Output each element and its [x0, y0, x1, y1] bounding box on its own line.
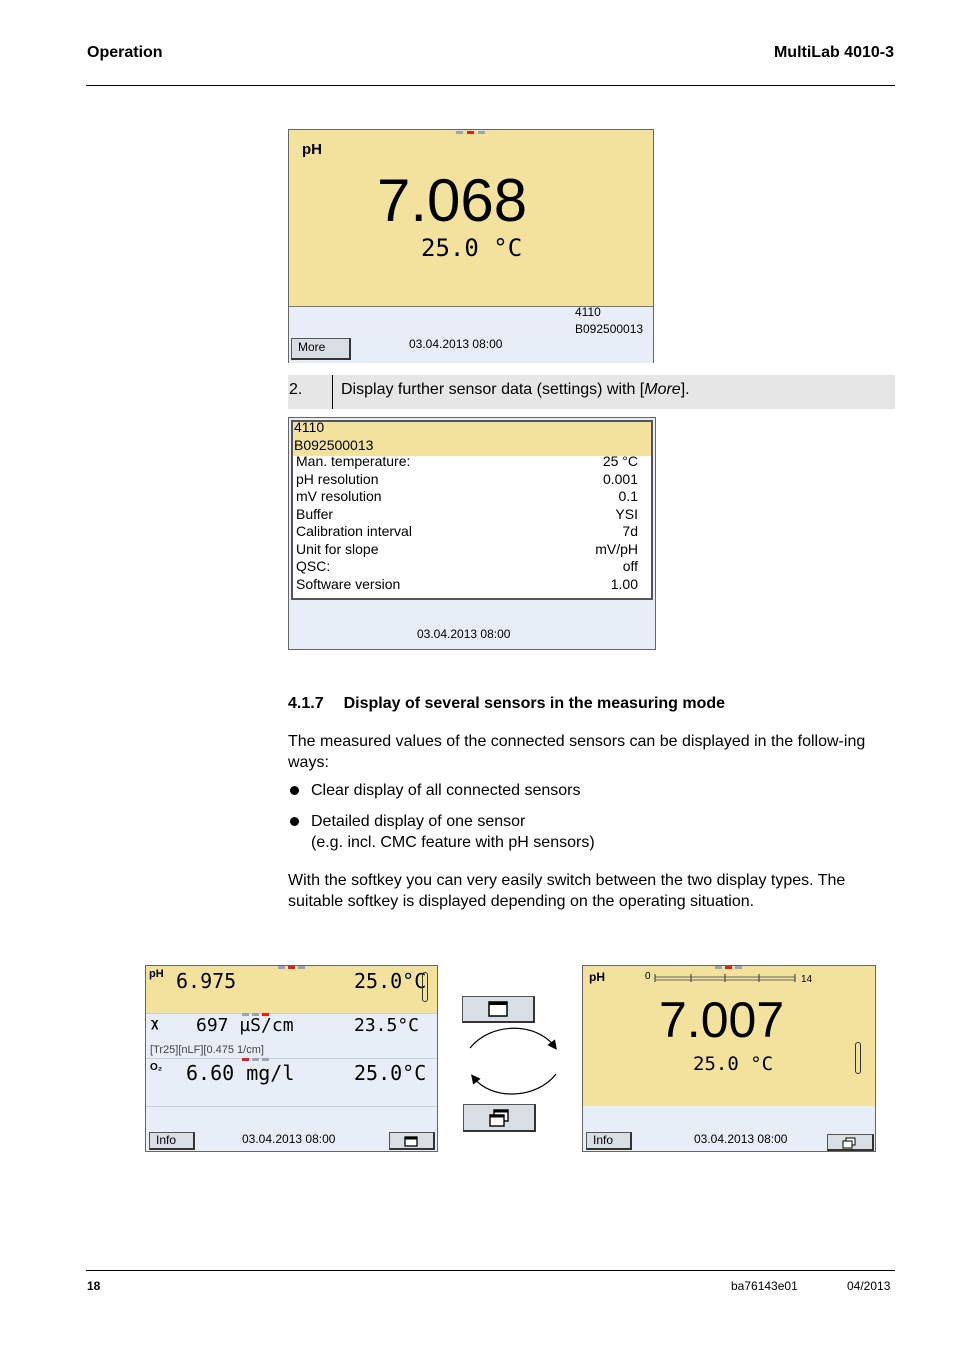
temperature-value: 25.0 °C: [693, 1053, 774, 1075]
single-view-softkey[interactable]: [462, 996, 535, 1023]
param-label: pH: [302, 141, 322, 158]
sensor-model: 4110: [575, 305, 601, 319]
measured-value: 7.068: [377, 167, 528, 234]
softkey-paragraph: With the softkey you can very easily switch between the two display types. The: [288, 872, 846, 889]
sensor-serial: B092500013: [575, 322, 644, 336]
footer-rule: [86, 1270, 895, 1271]
settings-label: Unit for slope: [296, 540, 379, 557]
settings-row: [296, 506, 638, 524]
settings-value: YSI: [615, 505, 638, 522]
bullet-item: Clear display of all connected sensors: [311, 782, 581, 799]
section-heading: 4.1.7 Display of several sensors in the measuring mode: [288, 695, 726, 712]
sensor-probe-icon: [855, 1042, 861, 1074]
sensor-settings-info: [Tr25][nLF][0.475 1/cm]: [150, 1044, 264, 1056]
datetime: 03.04.2013 08:00: [409, 337, 503, 351]
settings-label: Buffer: [296, 505, 334, 522]
ph-scale-bar: [653, 974, 799, 982]
settings-label: mV resolution: [296, 488, 382, 504]
settings-row: [296, 488, 638, 506]
page-number: 18: [87, 1279, 101, 1293]
info-softkey[interactable]: Info: [149, 1132, 195, 1150]
settings-row: [296, 576, 638, 594]
param-label: χ: [151, 1015, 159, 1030]
settings-label: Calibration interval: [296, 523, 412, 539]
datetime: 03.04.2013 08:00: [417, 627, 511, 641]
param-label: pH: [589, 970, 605, 984]
measured-value: 7.007: [659, 992, 785, 1048]
detail-view-softkey[interactable]: [389, 1132, 435, 1150]
step-text: Display further sensor data (settings) with [More].: [341, 381, 690, 398]
step-divider: [332, 375, 333, 409]
bullet-icon: [290, 817, 299, 826]
datetime: 03.04.2013 08:00: [694, 1132, 788, 1146]
header-product-name: MultiLab 4010-3: [773, 44, 894, 61]
more-softkey[interactable]: More: [291, 338, 351, 360]
settings-row: [296, 471, 638, 489]
single-window-icon: [488, 1001, 508, 1017]
status-marks: [456, 131, 486, 134]
param-label: pH: [149, 968, 164, 980]
param-label: O₂: [150, 1062, 163, 1073]
status-marks: [715, 966, 745, 969]
device-screen-measuring: [288, 129, 654, 363]
single-window-icon: [404, 1136, 418, 1147]
document-id: ba76143e01: [731, 1279, 798, 1293]
step-emphasis: More: [644, 381, 681, 398]
temperature-value: 25.0 °C: [421, 234, 523, 262]
bullet-item-note: (e.g. incl. CMC feature with pH sensors): [311, 834, 595, 851]
settings-label: Software version: [296, 575, 401, 592]
header-section-title: Operation: [87, 44, 163, 61]
bullet-icon: [290, 786, 299, 795]
datetime: 03.04.2013 08:00: [242, 1132, 336, 1146]
softkey-paragraph: suitable softkey is displayed depending on the operating situation.: [288, 893, 755, 910]
settings-value: 0.1: [618, 488, 638, 504]
document-date: 04/2013: [847, 1279, 891, 1293]
temperature-value: 23.5°C: [354, 1015, 420, 1036]
settings-row: [296, 541, 638, 559]
settings-value: 7d: [622, 523, 638, 539]
stacked-windows-icon: [489, 1109, 509, 1127]
settings-label: Man. temperature:: [296, 453, 411, 469]
stacked-windows-icon: [842, 1137, 856, 1149]
measured-value: 697 µS/cm: [196, 1015, 294, 1036]
settings-row: [296, 453, 638, 471]
settings-value: 25 °C: [602, 453, 638, 469]
header-rule: [86, 85, 895, 86]
settings-label: pH resolution: [296, 470, 379, 487]
measured-value: 6.60 mg/l: [186, 1061, 295, 1085]
bullet-item: Detailed display of one sensor: [311, 813, 526, 830]
intro-paragraph: The measured values of the connected sensors can be displayed in the follow-ing ways:: [288, 733, 866, 771]
multi-view-softkey[interactable]: [827, 1134, 874, 1151]
sensor-probe-icon: [422, 972, 428, 1002]
device-screen-multi-sensor: [145, 965, 438, 1152]
settings-row: [296, 558, 638, 576]
temperature-value: 25.0°C: [354, 1061, 427, 1085]
multi-view-softkey[interactable]: [463, 1104, 536, 1132]
settings-row: [296, 523, 638, 541]
sensor-serial: B092500013: [294, 437, 374, 453]
switch-arrows-icon: [466, 1026, 562, 1098]
device-screen-single-sensor: [582, 965, 876, 1152]
settings-value: 1.00: [610, 575, 638, 592]
info-softkey[interactable]: Info: [586, 1132, 632, 1150]
settings-label: QSC:: [296, 558, 331, 574]
sensor-model: 4110: [294, 419, 325, 435]
scale-max: 14: [801, 974, 813, 985]
measured-value: 6.975: [176, 969, 237, 993]
settings-value: mV/pH: [595, 540, 638, 557]
scale-min: 0: [645, 971, 651, 982]
temperature-value: 25.0°C: [354, 969, 427, 993]
settings-value: 0.001: [602, 470, 638, 487]
settings-value: off: [622, 558, 638, 574]
status-marks: [278, 966, 308, 969]
step-number: 2.: [289, 381, 303, 398]
